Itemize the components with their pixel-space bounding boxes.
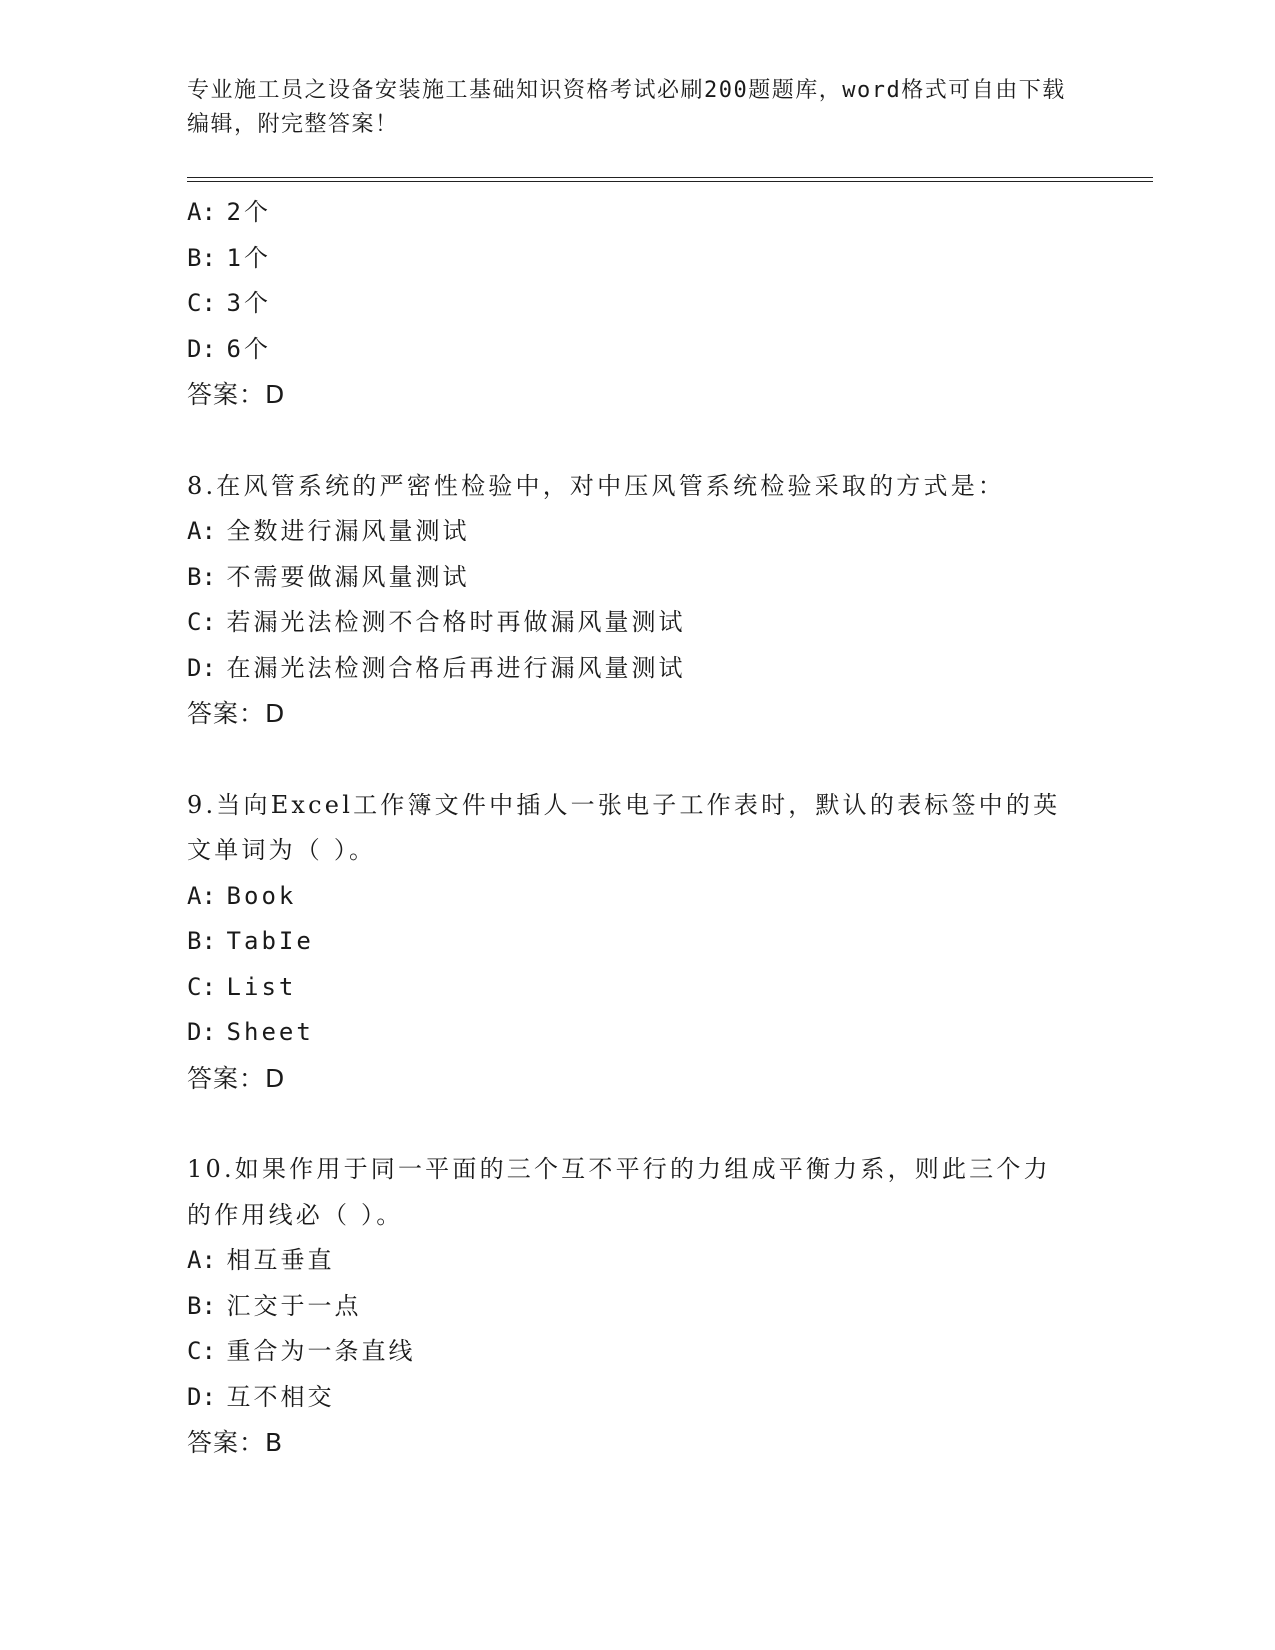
option-d: D: 6个 <box>187 334 271 363</box>
option-d: D: 互不相交 <box>187 1382 335 1411</box>
question-block-7 <box>187 190 1153 418</box>
question-block-9 <box>187 783 1153 1102</box>
option-b: B: 汇交于一点 <box>187 1291 362 1320</box>
document-header-title: 专业施工员之设备安装施工基础知识资格考试必刷200题题库，word格式可自由下载编辑，附完整答案！ <box>187 78 1066 137</box>
option-c: C: 重合为一条直线 <box>187 1337 416 1365</box>
option-b: B: 1个 <box>187 243 271 272</box>
option-a: A: 全数进行漏风量测试 <box>187 517 470 545</box>
answer-line: 答案：D <box>187 699 286 728</box>
answer-line: 答案：B <box>187 1428 284 1457</box>
option-c: C: 若漏光法检测不合格时再做漏风量测试 <box>187 608 686 636</box>
option-a: A: Book <box>187 881 297 910</box>
answer-line: 答案：D <box>187 380 286 409</box>
header-double-rule <box>187 177 1153 182</box>
answer-line: 答案：D <box>187 1063 286 1093</box>
option-a: A: 相互垂直 <box>187 1246 335 1274</box>
question-stem: 9.当向Excel工作簿文件中插人一张电子工作表时，默认的表标签中的英文单词为（ ）。 <box>187 790 1061 864</box>
question-stem: 8.在风管系统的严密性检验中，对中压风管系统检验采取的方式是： <box>187 471 1006 500</box>
option-a: A: 2个 <box>187 198 271 226</box>
option-d: D: Sheet <box>187 1018 314 1046</box>
question-stem: 10.如果作用于同一平面的三个互不平行的力组成平衡力系，则此三个力的作用线必（ ）。 <box>187 1155 1051 1229</box>
question-block-10 <box>187 1147 1153 1466</box>
option-d: D: 在漏光法检测合格后再进行漏风量测试 <box>187 653 686 682</box>
question-block-8 <box>187 464 1153 737</box>
option-c: C: 3个 <box>187 289 271 317</box>
option-c: C: List <box>187 972 297 1001</box>
option-b: B: TabIe <box>187 927 314 955</box>
question-list <box>187 190 1153 1466</box>
option-b: B: 不需要做漏风量测试 <box>187 562 470 591</box>
